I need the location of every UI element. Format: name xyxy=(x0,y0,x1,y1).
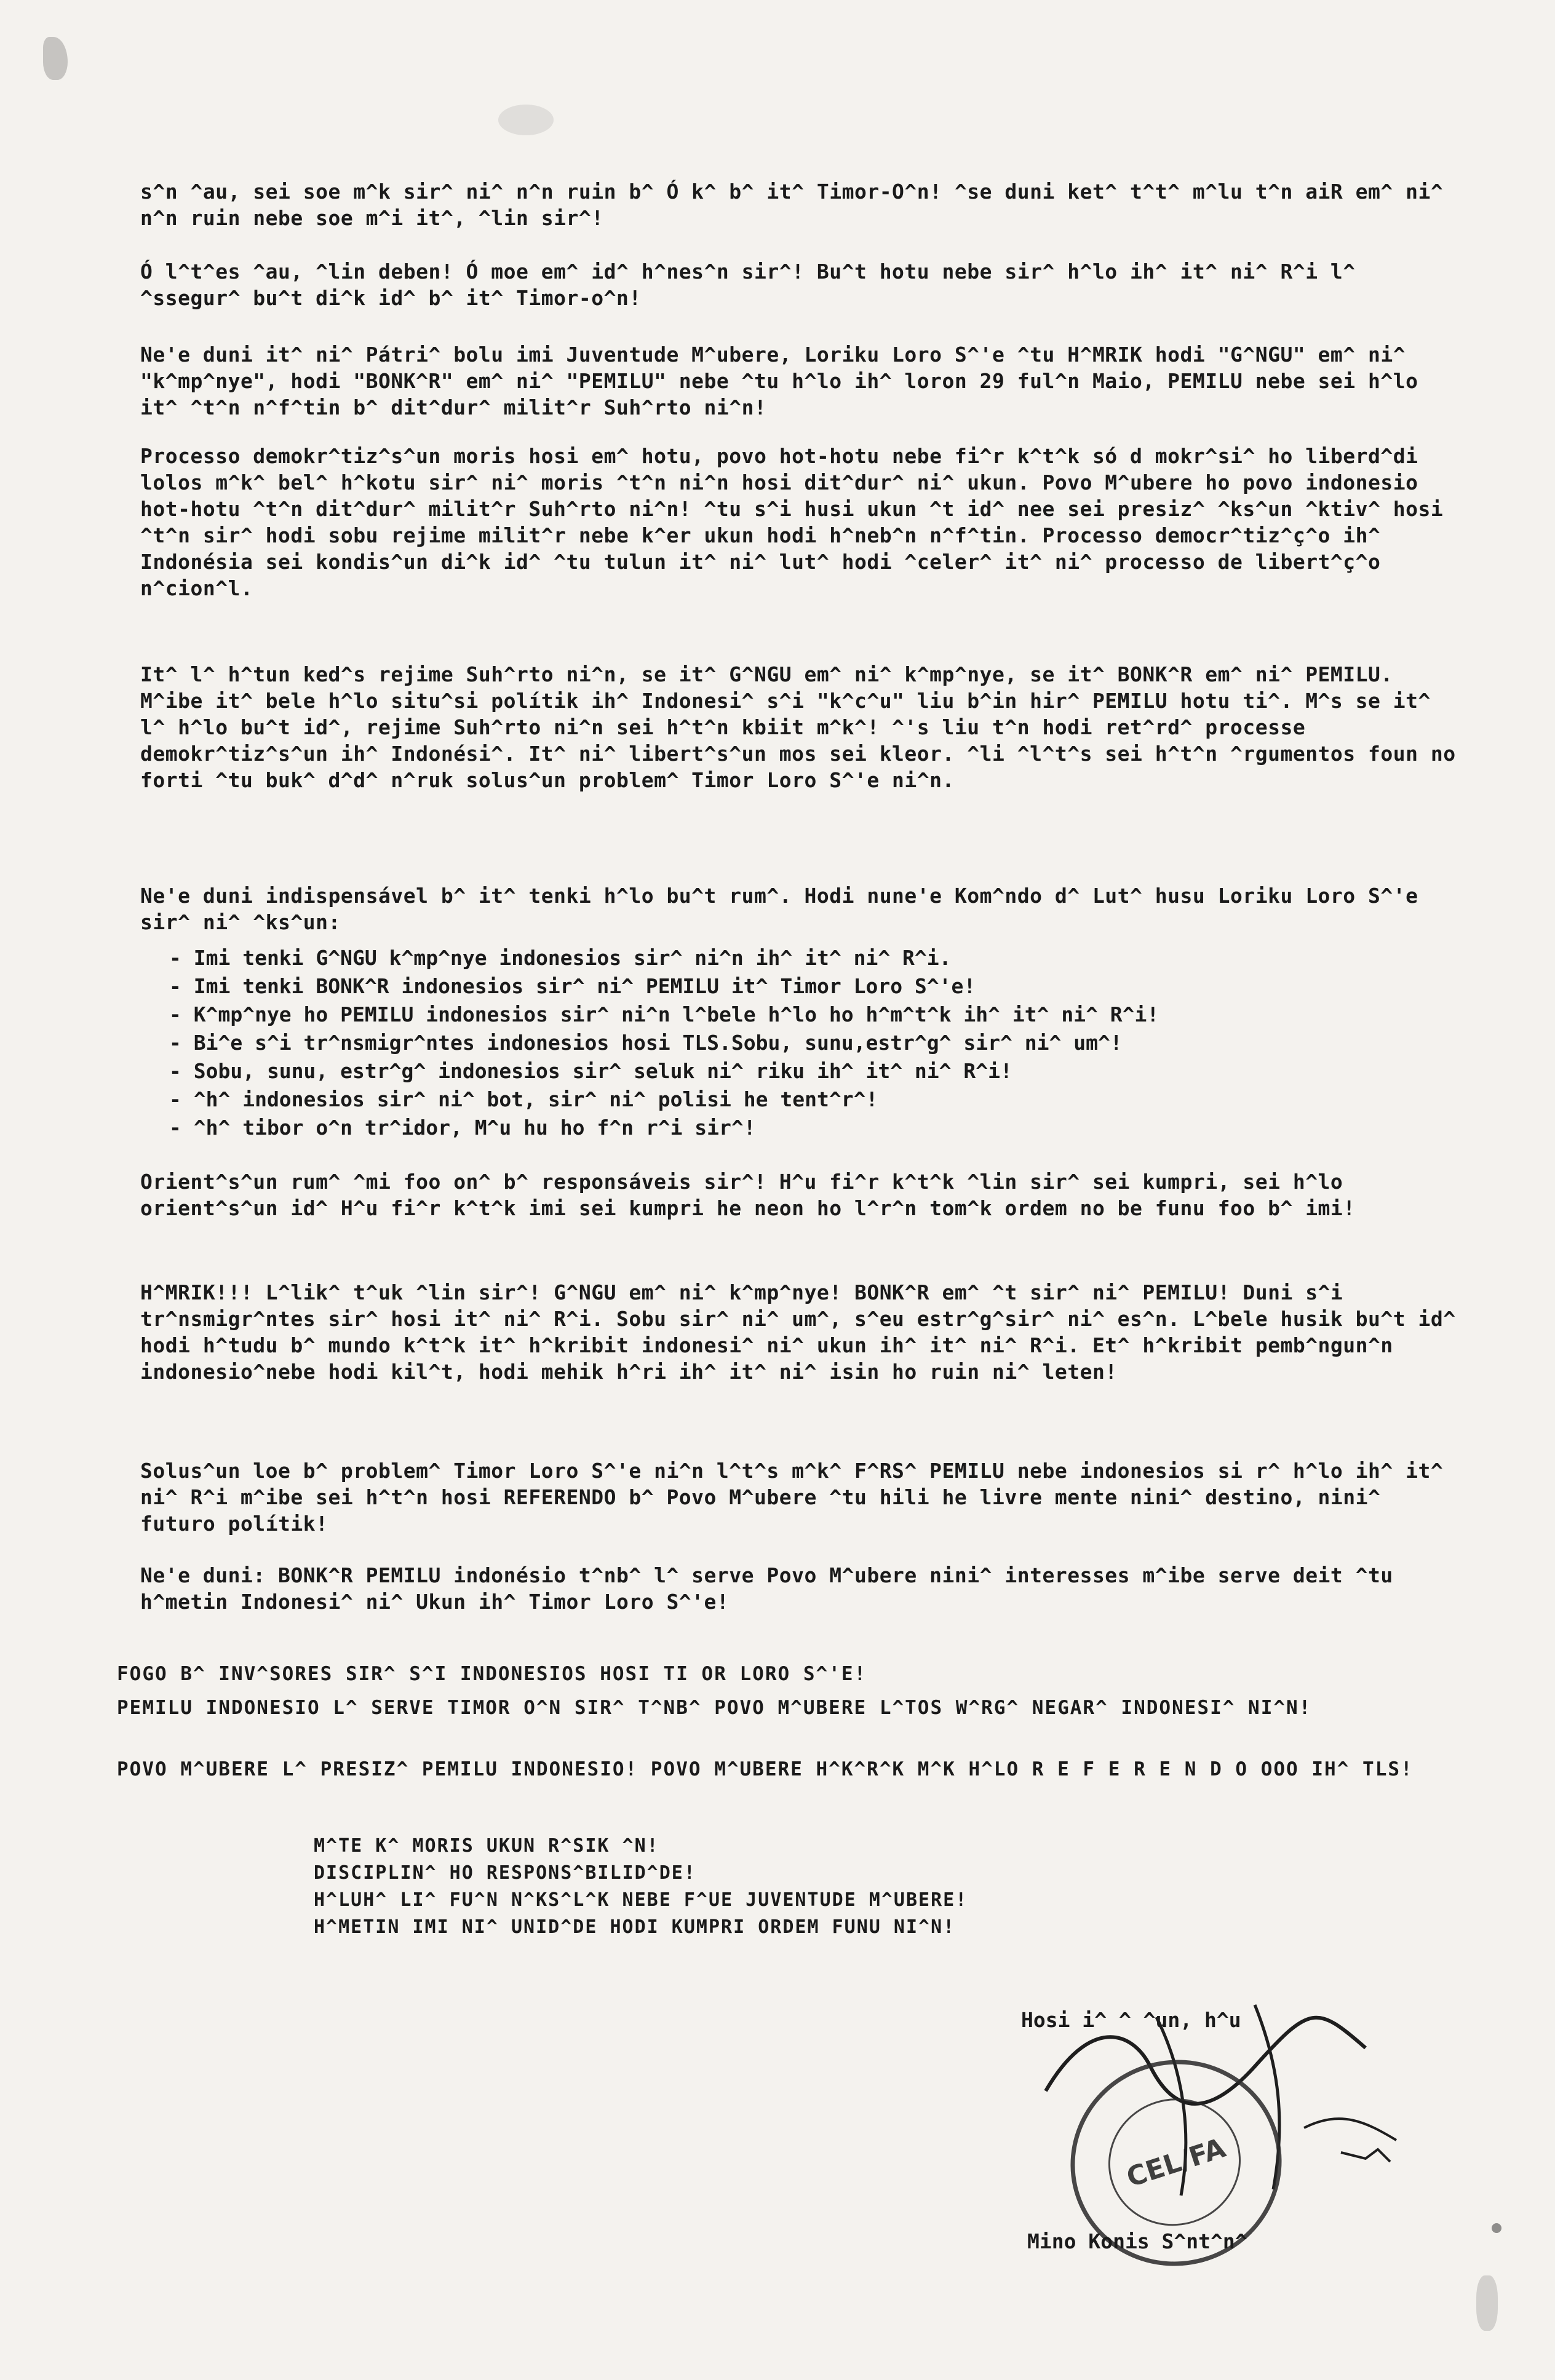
paragraph-conclusion: Ne'e duni: BONK^R PEMILU indonésio t^nb^ l^ serve Povo M^ubere nini^ interesses m^ibe serve deit ^tu h^metin Indonesi^ ni^ Ukun ih^ Timor Loro S^'e! xyxy=(140,1563,1406,1614)
paragraph-solution: Solus^un loe b^ problem^ Timor Loro S^'e ni^n l^t^s m^k^ F^RS^ PEMILU nebe indonesios si r^ h^lo ih^ it^ ni^ R^i m^ibe sei h^t^n hosi REFERENDO b^ Povo M^ubere ^tu hili he livre mente nini^ destino, nini^ futuro polítik! xyxy=(140,1459,1456,1536)
top-center-smudge xyxy=(498,105,554,135)
paragraph-orientation: Orient^s^un rum^ ^mi foo on^ b^ responsáveis sir^! H^u fi^r k^t^k ^lin sir^ sei kumpri, sei h^lo orient^s^un id^ H^u fi^r k^t^k imi sei kumpri he neon ho l^r^n tom^k ordem no be funu foo b^ imi! xyxy=(140,1170,1356,1220)
caps-line-3: POVO M^UBERE L^ PRESIZ^ PEMILU INDONESIO! POVO M^UBERE H^K^R^K M^K H^LO R E F E R E N D O OOO IH^ TLS! xyxy=(117,1758,1414,1780)
slogans xyxy=(314,1833,1359,1941)
caps-line-2: PEMILU INDONESIO L^ SERVE TIMOR O^N SIR^ T^NB^ POVO M^UBERE L^TOS W^RG^ NEGAR^ INDONESI^ NI^N! xyxy=(117,1697,1312,1719)
action-item: - Bi^e s^i tr^nsmigr^ntes indonesios hosi TLS.Sobu, sunu,estr^g^ sir^ ni^ um^! xyxy=(169,1031,1123,1055)
action-item: - ^h^ tibor o^n tr^idor, M^u hu ho f^n r^i sir^! xyxy=(169,1116,756,1140)
action-item: - K^mp^nye ho PEMILU indonesios sir^ ni^n l^bele h^lo ho h^m^t^k ih^ it^ ni^ R^i! xyxy=(169,1002,1159,1026)
paragraph-hamrik: H^MRIK!!! L^lik^ t^uk ^lin sir^! G^NGU em^ ni^ k^mp^nye! BONK^R em^ ^t sir^ ni^ PEMILU! Duni s^i tr^nsmigr^ntes sir^ hosi it^ ni^ R^i. Sobu sir^ ni^ um^, s^eu estr^g^sir^ ni^ es^n. L^bele husik bu^t id^ hodi h^tudu b^ mundo k^t^k it^ h^kribit indonesi^ ni^ ukun ih^ it^ ni^ R^i. Et^ h^kribit pemb^ngun^n indonesio^nebe hodi kil^t, hodi mehik h^ri ih^ it^ ni^ isin ho ruin ni^ leten! xyxy=(140,1280,1468,1384)
action-item: - Sobu, sunu, estr^g^ indonesios sir^ seluk ni^ riku ih^ it^ ni^ R^i! xyxy=(169,1059,1012,1083)
action-item: - Imi tenki BONK^R indonesios sir^ ni^ PEMILU it^ Timor Loro S^'e! xyxy=(169,974,976,998)
paragraph-1: s^n ^au, sei soe m^k sir^ ni^ n^n ruin b^ Ó k^ b^ it^ Timor-O^n! ^se duni ket^ t^t^ m^lu t^n aiR em^ ni^ n^n ruin nebe soe m^i it^, ^lin sir^! xyxy=(140,180,1456,230)
bottom-right-scribble xyxy=(1476,2275,1498,2331)
paragraph-5: It^ l^ h^tun ked^s rejime Suh^rto ni^n, se it^ G^NGU em^ ni^ k^mp^nye, se it^ BONK^R em^ ni^ PEMILU. M^ibe it^ bele h^lo situ^si polítik ih^ Indonesi^ s^i "k^c^u" liu b^in hir^ PEMILU hotu ti^. M^s se it^ l^ h^lo bu^t id^, rejime Suh^rto ni^n sei h^t^n kbiit m^k^! ^'s liu t^n hodi ret^rd^ processe demokr^tiz^s^un ih^ Indonési^. It^ ni^ libert^s^un mos sei kleor. ^li ^l^t^s sei h^t^n ^rgumentos foun no forti ^tu buk^ d^d^ n^ruk solus^un problem^ Timor Loro S^'e ni^n. xyxy=(140,662,1468,792)
action-item: - Imi tenki G^NGU k^mp^nye indonesios sir^ ni^n ih^ it^ ni^ R^i. xyxy=(169,946,952,970)
signature-place-line: Hosi i^ ^ ^un, h^u xyxy=(1021,2008,1241,2032)
paragraph-2: Ó l^t^es ^au, ^lin deben! Ó moe em^ id^ h^nes^n sir^! Bu^t hotu nebe sir^ h^lo ih^ it^ ni^ R^i l^ ^ssegur^ bu^t di^k id^ b^ it^ Timor-o^n! xyxy=(140,260,1369,310)
paragraph-3: Ne'e duni it^ ni^ Pátri^ bolu imi Juventude M^ubere, Loriku Loro S^'e ^tu H^MRIK hodi "G^NGU" em^ ni^ "k^mp^nye", hodi "BONK^R" em^ ni^ "PEMILU" nebe ^tu h^lo ih^ loron 29 ful^n Maio, PEMILU nebe sei h^lo it^ ^t^n n^f^tin b^ dit^dur^ milit^r Suh^rto ni^n! xyxy=(140,343,1431,419)
signatory-name: Mino Konis S^nt^n^ xyxy=(1027,2229,1247,2253)
paragraph-6: Ne'e duni indispensável b^ it^ tenki h^lo bu^t rum^. Hodi nune'e Kom^ndo d^ Lut^ husu Loriku Loro S^'e sir^ ni^ ^ks^un: xyxy=(140,884,1431,934)
paragraph-4: Processo demokr^tiz^s^un moris hosi em^ hotu, povo hot-hotu nebe fi^r k^t^k só d mokr^si^ ho liberd^di lolos m^k^ bel^ h^kotu sir^ ni^ moris ^t^n ni^n hosi dit^dur^ ni^ ukun. Povo M^ubere ho povo indonesio hot-hotu ^t^n dit^dur^ milit^r Suh^rto ni^n! ^tu s^i husi ukun ^t id^ nee sei presiz^ ^ks^un ^ktiv^ hosi ^t^n sir^ hodi sobu rejime milit^r nebe k^er ukun hodi h^neb^n n^f^tin. Processo democr^tiz^ç^o ih^ Indonésia sei kondis^un di^k id^ ^tu tulun it^ ni^ lut^ hodi ^celer^ it^ ni^ processo de libert^ç^o n^cion^l. xyxy=(140,444,1456,600)
right-edge-mark xyxy=(1492,2223,1501,2233)
slogan-line: H^METIN IMI NI^ UNID^DE HODI KUMPRI ORDEM FUNU NI^N! xyxy=(314,1916,956,1938)
stamp-center-text: CEL/FA xyxy=(1123,2132,1230,2194)
caps-line-1: FOGO B^ INV^SORES SIR^ S^I INDONESIOS HOSI TI OR LORO S^'E! xyxy=(117,1663,867,1685)
action-item: - ^h^ indonesios sir^ ni^ bot, sir^ ni^ polisi he tent^r^! xyxy=(169,1087,878,1111)
slogan-line: H^LUH^ LI^ FU^N N^KS^L^K NEBE F^UE JUVENTUDE M^UBERE! xyxy=(314,1889,968,1911)
top-left-mark xyxy=(43,37,68,80)
slogan-line: DISCIPLIN^ HO RESPONS^BILID^DE! xyxy=(314,1862,696,1884)
action-list xyxy=(169,944,1449,1142)
slogan-line: M^TE K^ MORIS UKUN R^SIK ^N! xyxy=(314,1835,659,1857)
